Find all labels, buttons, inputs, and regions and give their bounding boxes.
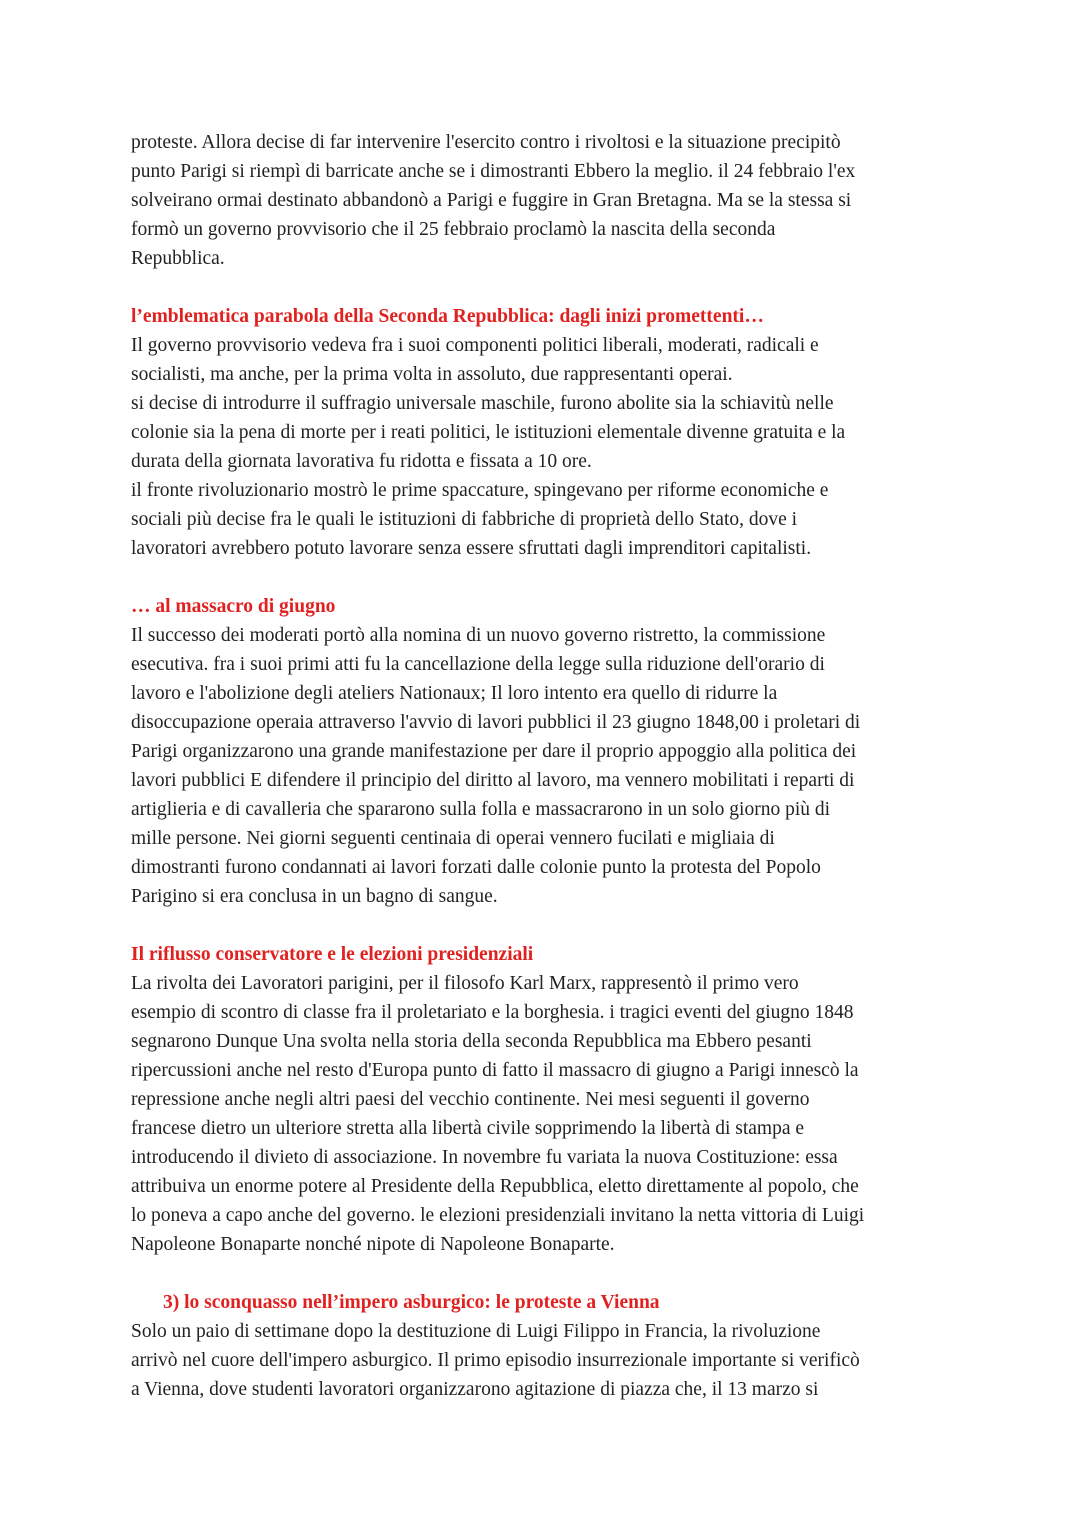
text-line: punto Parigi si riempì di barricate anche se i dimostranti Ebbero la meglio. il 24 febbraio l'ex	[131, 161, 856, 182]
text-line: a Vienna, dove studenti lavoratori organizzarono agitazione di piazza che, il 13 marzo si	[131, 1379, 819, 1400]
text-line: proteste. Allora decise di far intervenire l'esercito contro i rivoltosi e la situazione precipitò	[131, 132, 841, 153]
text-line: lo poneva a capo anche del governo. le elezioni presidenziali invitano la netta vittoria di Luigi	[131, 1205, 865, 1226]
text-line: disoccupazione operaia attraverso l'avvio di lavori pubblici il 23 giugno 1848,00 i proletari di	[131, 712, 861, 733]
intro-paragraph	[131, 128, 949, 273]
text-line: repressione anche negli altri paesi del vecchio continente. Nei mesi seguenti il governo	[131, 1089, 810, 1110]
text-line: attribuiva un enorme potere al Presidente della Repubblica, eletto direttamente al popolo, che	[131, 1176, 859, 1197]
text-line: dimostranti furono condannati ai lavori forzati dalle colonie punto la protesta del Popolo	[131, 857, 821, 878]
paragraph-gap	[131, 1259, 949, 1288]
text-line: Solo un paio di settimane dopo la destituzione di Luigi Filippo in Francia, la rivoluzione	[131, 1321, 821, 1342]
text-line: artiglieria e di cavalleria che spararono sulla folla e massacrarono in un solo giorno più di	[131, 799, 831, 820]
text-line: solveirano ormai destinato abbandonò a Parigi e fuggire in Gran Bretagna. Ma se la stessa si	[131, 190, 852, 211]
text-line: La rivolta dei Lavoratori parigini, per il filosofo Karl Marx, rappresentò il primo vero	[131, 973, 799, 994]
paragraph-gap	[131, 273, 949, 302]
section-riflusso-conservatore	[131, 940, 949, 1259]
text-line: Parigi organizzarono una grande manifestazione per dare il proprio appoggio alla politica dei	[131, 741, 857, 762]
section-heading: … al massacro di giugno	[131, 596, 336, 617]
text-line: Parigino si era conclusa in un bagno di sangue.	[131, 886, 498, 907]
text-line: sociali più decise fra le quali le istituzioni di fabbriche di proprietà dello Stato, dove i	[131, 509, 798, 530]
paragraph-gap	[131, 911, 949, 940]
text-line: esecutiva. fra i suoi primi atti fu la cancellazione della legge sulla riduzione dell'orario di	[131, 654, 825, 675]
text-line: lavori pubblici E difendere il principio del diritto al lavoro, ma vennero mobilitati i reparti di	[131, 770, 855, 791]
text-line: francese dietro un ulteriore stretta alla libertà civile sopprimendo la libertà di stampa e	[131, 1118, 805, 1139]
document-page	[131, 128, 949, 1404]
text-line: colonie sia la pena di morte per i reati politici, le istituzioni elementale divenne gratuita e la	[131, 422, 846, 443]
section-massacro-giugno	[131, 592, 949, 911]
section-heading: Il riflusso conservatore e le elezioni presidenziali	[131, 944, 534, 965]
text-line: ripercussioni anche nel resto d'Europa punto di fatto il massacro di giugno a Parigi innescò la	[131, 1060, 859, 1081]
text-line: Il governo provvisorio vedeva fra i suoi componenti politici liberali, moderati, radicali e	[131, 335, 819, 356]
section-heading: l’emblematica parabola della Seconda Repubblica: dagli inizi promettenti…	[131, 306, 764, 327]
text-line: il fronte rivoluzionario mostrò le prime spaccature, spingevano per riforme economiche e	[131, 480, 829, 501]
paragraph-gap	[131, 563, 949, 592]
text-line: formò un governo provvisorio che il 25 febbraio proclamò la nascita della seconda	[131, 219, 776, 240]
text-line: Repubblica.	[131, 248, 225, 269]
text-line: mille persone. Nei giorni seguenti centinaia di operai vennero fucilati e migliaia di	[131, 828, 775, 849]
text-line: durata della giornata lavorativa fu ridotta e fissata a 10 ore.	[131, 451, 592, 472]
text-line: lavoro e l'abolizione degli ateliers Nationaux; Il loro intento era quello di ridurre la	[131, 683, 778, 704]
text-line: esempio di scontro di classe fra il proletariato e la borghesia. i tragici eventi del giugno 1848	[131, 1002, 854, 1023]
section-seconda-repubblica	[131, 302, 949, 563]
section-heading: 3) lo sconquasso nell’impero asburgico: le proteste a Vienna	[163, 1292, 660, 1313]
text-line: arrivò nel cuore dell'impero asburgico. Il primo episodio insurrezionale importante si verificò	[131, 1350, 860, 1371]
text-line: si decise di introdurre il suffragio universale maschile, furono abolite sia la schiavitù nelle	[131, 393, 834, 414]
text-line: segnarono Dunque Una svolta nella storia della seconda Repubblica ma Ebbero pesanti	[131, 1031, 812, 1052]
text-line: introducendo il divieto di associazione. In novembre fu variata la nuova Costituzione: essa	[131, 1147, 838, 1168]
text-line: lavoratori avrebbero potuto lavorare senza essere sfruttati dagli imprenditori capitalisti.	[131, 538, 812, 559]
text-line: Il successo dei moderati portò alla nomina di un nuovo governo ristretto, la commissione	[131, 625, 826, 646]
text-line: socialisti, ma anche, per la prima volta in assoluto, due rappresentanti operai.	[131, 364, 733, 385]
text-line: Napoleone Bonaparte nonché nipote di Napoleone Bonaparte.	[131, 1234, 615, 1255]
section-impero-asburgico	[131, 1288, 949, 1404]
